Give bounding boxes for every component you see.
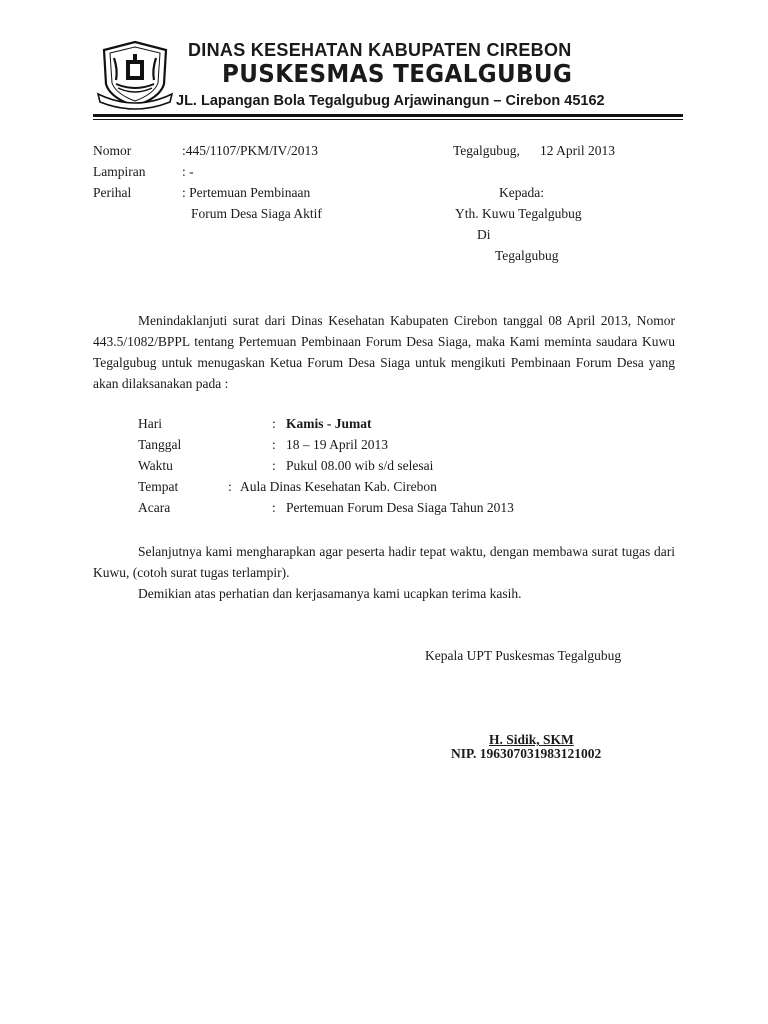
letter-place: Tegalgubug, [453,143,520,158]
tanggal-label: Tanggal [138,437,182,452]
waktu-colon: : [272,458,276,473]
tempat-value: Aula Dinas Kesehatan Kab. Cirebon [240,479,437,494]
lampiran-label: Lampiran [93,164,146,179]
office-name: PUSKESMAS TEGALGUBUG [222,59,573,88]
nomor-label: Nomor [93,143,132,158]
agency-name: DINAS KESEHATAN KABUPATEN CIREBON [188,40,572,60]
recipient-di: Di [477,227,491,242]
acara-colon: : [272,500,276,515]
acara-value: Pertemuan Forum Desa Siaga Tahun 2013 [286,500,514,515]
header-rule-thin [93,119,683,120]
letter-date: 12 April 2013 [540,143,616,158]
body-paragraph-3: Demikian atas perhatian dan kerjasamanya kami ucapkan terima kasih. [138,586,522,601]
perihal-label: Perihal [93,185,132,200]
hari-colon: : [272,416,276,431]
body-paragraph-2: Selanjutnya kami mengharapkan agar peserta hadir tepat waktu, dengan membawa surat tugas dari Kuwu, (cotoh surat tugas terlampir). [93,544,675,580]
lampiran-value: : - [182,164,194,179]
recipient-name: Yth. Kuwu Tegalgubug [455,206,582,221]
recipient-place: Tegalgubug [495,248,559,263]
signature-title: Kepala UPT Puskesmas Tegalgubug [425,648,622,663]
tanggal-value: 18 – 19 April 2013 [286,437,389,452]
signature-name: H. Sidik, SKM [489,732,574,747]
tanggal-colon: : [272,437,276,452]
tempat-label: Tempat [138,479,179,494]
recipient-kepada: Kepada: [499,185,544,200]
perihal-value: : Pertemuan Pembinaan [182,185,311,200]
waktu-value: Pukul 08.00 wib s/d selesai [286,458,434,473]
tempat-colon: : [228,479,232,494]
body-paragraph-1: Menindaklanjuti surat dari Dinas Kesehatan Kabupaten Cirebon tanggal 08 April 2013, Nomor 443.5/1082/BPPL tentang Pertemuan Pembinaan Forum Desa Siaga, maka Kami meminta saudara Kuwu Tegalgubug untuk menugaskan Ketua Forum Desa Siaga untuk mengikuti Pembinaan Forum Desa yang akan dilaksanakan pada : [93,313,675,391]
hari-label: Hari [138,416,162,431]
signature-nip: NIP. 196307031983121002 [451,746,602,761]
nomor-value: :445/1107/PKM/IV/2013 [182,143,319,158]
hari-value: Kamis - Jumat [286,416,372,431]
header-rule-thick [93,114,683,117]
perihal-value-cont: Forum Desa Siaga Aktif [191,206,322,221]
waktu-label: Waktu [138,458,173,473]
acara-label: Acara [138,500,171,515]
regency-emblem-logo [96,40,174,110]
office-address: JL. Lapangan Bola Tegalgubug Arjawinangun – Cirebon 45162 [176,93,605,109]
